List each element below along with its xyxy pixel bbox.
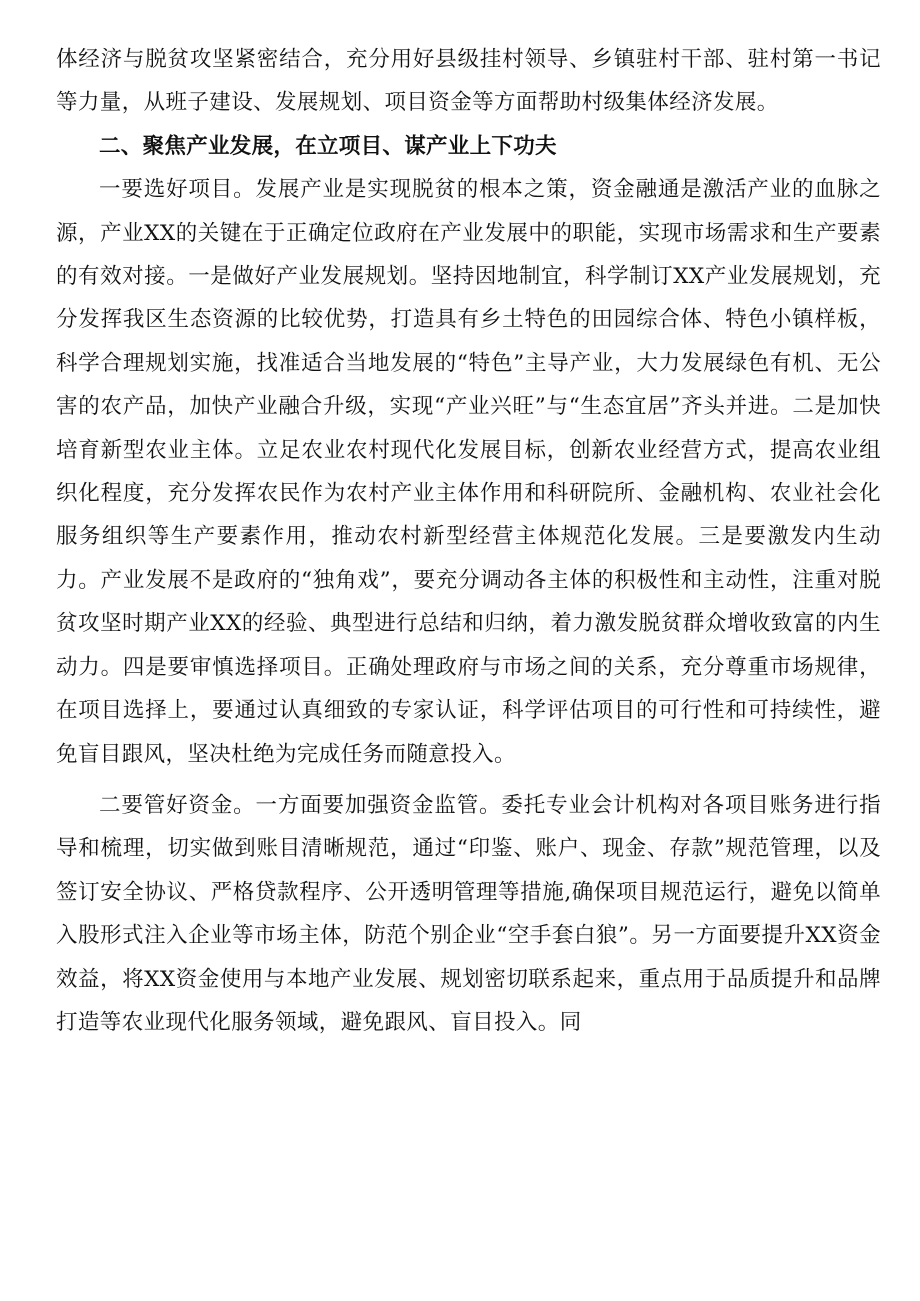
paragraph-continuation: 体经济与脱贫攻坚紧密结合，充分用好县级挂村领导、乡镇驻村干部、驻村第一书记等力量，从班子建设、发展规划、项目资金等方面帮助村级集体经济发展。 [56,47,881,116]
section-heading: 二、聚焦产业发展，在立项目、谋产业上下功夫 [99,133,557,159]
document-page [56,38,881,1044]
paragraph-manage-funds: 二要管好资金。一方面要加强资金监管。委托专业会计机构对各项目账务进行指导和梳理，切实做到账目清晰规范，通过“印鉴、账户、现金、存款”规范管理，以及签订安全协议、严格贷款程序、公开透明管理等措施,确保项目规范运行，避免以简单入股形式注入企业等市场主体，防范个别企业“空手套白狼”。另一方面要提升XX资金效益，将XX资金使用与本地产业发展、规划密切联系起来，重点用于品质提升和品牌打造等农业现代化服务领域，避免跟风、盲目投入。同 [56,792,881,1035]
paragraph-gap [56,776,881,784]
paragraph-select-projects: 一要选好项目。发展产业是实现脱贫的根本之策，资金融通是激活产业的血脉之源，产业XX的关键在于正确定位政府在产业发展中的职能，实现市场需求和生产要素的有效对接。一是做好产业发展规划。坚持因地制宜，科学制订XX产业发展规划，充分发挥我区生态资源的比较优势，打造具有乡土特色的田园综合体、特色小镇样板，科学合理规划实施，找准适合当地发展的“特色”主导产业，大力发展绿色有机、无公害的农产品，加快产业融合升级，实现“产业兴旺”与“生态宜居”齐头并进。二是加快培育新型农业主体。立足农业农村现代化发展目标，创新农业经营方式，提高农业组织化程度，充分发挥农民作为农村产业主体作用和科研院所、金融机构、农业社会化服务组织等生产要素作用，推动农村新型经营主体规范化发展。三是要激发内生动力。产业发展不是政府的“独角戏”，要充分调动各主体的积极性和主动性，注重对脱贫攻坚时期产业XX的经验、典型进行总结和归纳，着力激发脱贫群众增收致富的内生动力。四是要审慎选择项目。正确处理政府与市场之间的关系，充分尊重市场规律，在项目选择上，要通过认真细致的专家认证，科学评估项目的可行性和可持续性，避免盲目跟风，坚决杜绝为完成任务而随意投入。 [56,177,881,767]
